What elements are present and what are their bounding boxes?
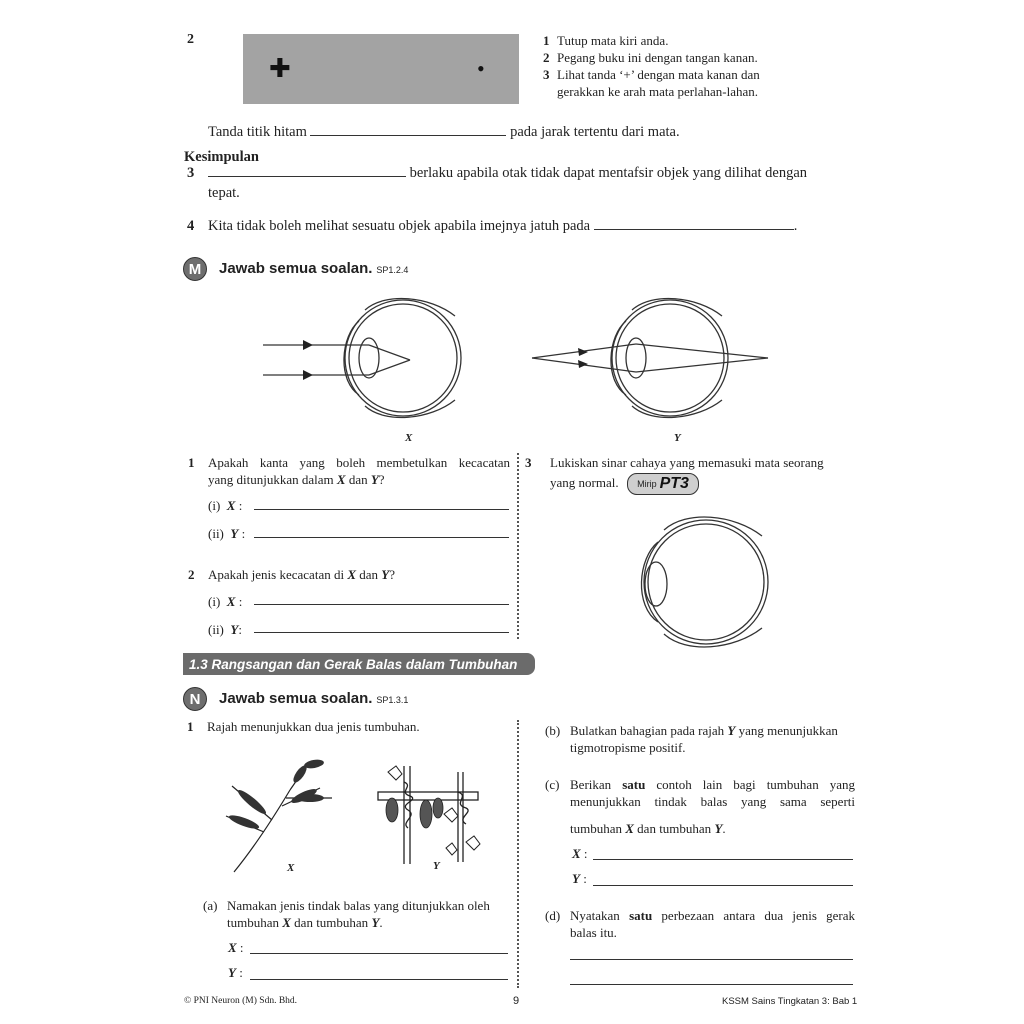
answer-line[interactable]: [570, 959, 853, 960]
n-qa: (a) Namakan jenis tindak balas yang ditunjukkan oleh tumbuhan X dan tumbuhan Y.: [203, 898, 490, 930]
page-number: 9: [513, 995, 520, 1007]
answer-line[interactable]: [254, 537, 509, 538]
conclusion-heading: Kesimpulan: [184, 149, 259, 165]
plant-y-label: Y: [433, 860, 440, 872]
topic-banner: 1.3 Rangsangan dan Gerak Balas dalam Tumbuhan: [183, 653, 535, 675]
fill-sentence: Tanda titik hitam pada jarak tertentu dari mata.: [208, 124, 680, 140]
plant-x-illustration: [212, 750, 342, 875]
instruction-list: [543, 32, 823, 100]
answer-line[interactable]: [593, 885, 853, 886]
m-q2-ii: (ii) Y:: [208, 622, 242, 637]
answer-line[interactable]: [593, 859, 853, 860]
answer-blank[interactable]: [310, 135, 506, 136]
answer-line[interactable]: [254, 509, 509, 510]
column-divider: [517, 720, 519, 988]
answer-line[interactable]: [250, 979, 508, 980]
section-m-title: Jawab semua soalan. SP1.2.4: [219, 260, 409, 277]
footer-copyright: © PNI Neuron (M) Sdn. Bhd.: [184, 996, 298, 1006]
plus-icon: ✚: [269, 54, 291, 83]
n-qc: (c) Berikan satu contoh lain bagi tumbuhan yang menunjukkan tindak balas yang sama seperti: [545, 777, 855, 809]
footer-book-title: KSSM Sains Tingkatan 3: Bab 1: [722, 996, 858, 1007]
n-qb: (b) Bulatkan bahagian pada rajah Y yang menunjukkan tigmotropisme positif.: [545, 723, 838, 755]
blind-spot-card: [243, 34, 519, 104]
answer-blank[interactable]: [594, 229, 794, 230]
mirip-pt3-badge: Mirip PT3: [627, 473, 699, 495]
conclusion-q4: 4 Kita tidak boleh melihat sesuatu objek apabila imejnya jatuh pada .: [187, 218, 798, 234]
n-qa-y: Y :: [228, 965, 243, 980]
answer-blank[interactable]: [208, 176, 406, 177]
eye-drawing-area[interactable]: [612, 506, 782, 656]
answer-line[interactable]: [254, 604, 509, 605]
plant-y-illustration: [362, 752, 492, 872]
m-q1-i: (i) X :: [208, 498, 243, 513]
eye-x-label: X: [405, 432, 413, 444]
m-q3-line2: yang normal.: [550, 475, 619, 490]
item-number: 2: [187, 32, 194, 47]
n-qa-x: X :: [228, 940, 244, 955]
section-n-title: Jawab semua soalan. SP1.3.1: [219, 690, 409, 707]
conclusion-q3: 3 berlaku apabila otak tidak dapat mentafsir objek yang dilihat dengan: [187, 165, 808, 181]
plant-x-label: X: [287, 862, 295, 874]
m-q3: 3 Lukiskan sinar cahaya yang memasuki mata seorang: [525, 455, 824, 470]
answer-line[interactable]: [254, 632, 509, 633]
eye-x-diagram: [255, 288, 480, 428]
section-m-badge: M: [183, 257, 207, 281]
conclusion-q3-cont: tepat.: [208, 185, 240, 201]
column-divider: [517, 453, 519, 639]
m-q1: 1 Apakah kanta yang boleh membetulkan kecacatan yang ditunjukkan dalam X dan Y?: [188, 455, 510, 487]
instruction-item: 2 Pegang buku ini dengan tangan kanan.: [543, 50, 758, 65]
eye-y-diagram: [528, 288, 778, 428]
section-n-badge: N: [183, 687, 207, 711]
answer-line[interactable]: [250, 953, 508, 954]
instruction-item: 1 Tutup mata kiri anda.: [543, 33, 669, 48]
n-qd: (d) Nyatakan satu perbezaan antara dua jenis gerak balas itu.: [545, 908, 856, 940]
n-q1: 1 Rajah menunjukkan dua jenis tumbuhan.: [187, 719, 420, 734]
dot-icon: •: [477, 56, 485, 81]
answer-line[interactable]: [570, 984, 853, 985]
instruction-item: gerakkan ke arah mata perlahan-lahan.: [557, 84, 759, 99]
n-qc-y: Y :: [572, 871, 587, 886]
m-q2-i: (i) X :: [208, 594, 243, 609]
m-q2: 2 Apakah jenis kecacatan di X dan Y?: [188, 567, 396, 582]
m-q1-ii: (ii) Y :: [208, 526, 246, 541]
n-qc-x: X :: [572, 846, 588, 861]
instruction-item: 3 Lihat tanda ‘+’ dengan mata kanan dan: [543, 67, 760, 82]
n-qc-line3: tumbuhan X dan tumbuhan Y.: [570, 821, 726, 836]
eye-y-label: Y: [674, 432, 681, 444]
